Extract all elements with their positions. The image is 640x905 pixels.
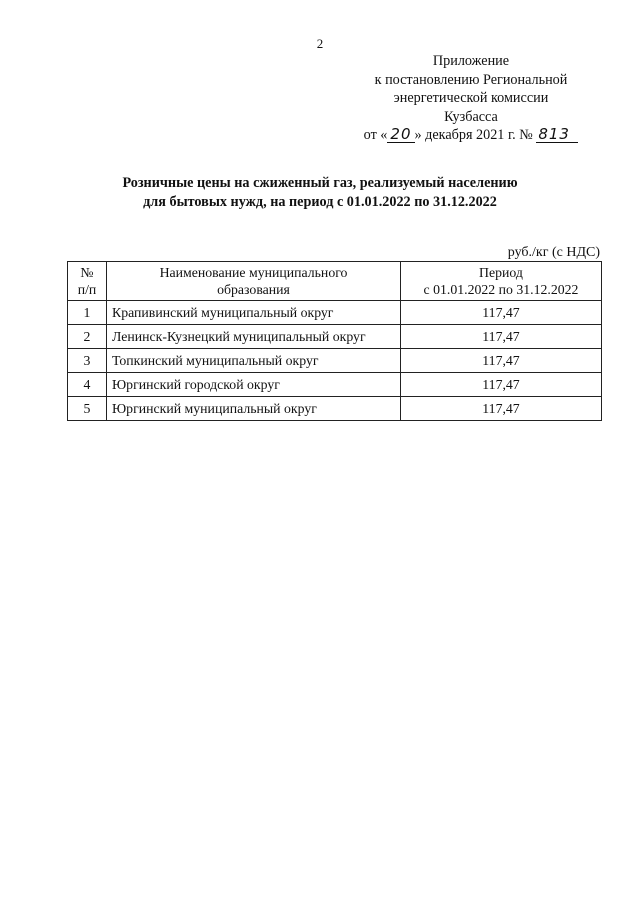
- row-name: Юргинский городской округ: [107, 373, 401, 397]
- row-name: Ленинск-Кузнецкий муниципальный округ: [107, 325, 401, 349]
- table-row: [68, 349, 602, 373]
- table-row: [68, 325, 602, 349]
- appendix-block: [340, 52, 602, 145]
- units-label: руб./кг (с НДС): [507, 245, 600, 260]
- row-num: 4: [68, 373, 107, 397]
- title-line-2: для бытовых нужд, на период с 01.01.2022 по 31.12.2022: [143, 194, 497, 210]
- row-price: 117,47: [401, 301, 602, 325]
- appendix-date-line: [340, 126, 602, 145]
- row-name: Топкинский муниципальный округ: [107, 349, 401, 373]
- table-row: [68, 373, 602, 397]
- prices-table: [67, 261, 602, 421]
- header-period: [401, 262, 602, 301]
- row-num: 2: [68, 325, 107, 349]
- header-name-line1: Наименование муниципального: [159, 265, 348, 280]
- header-period-line2: с 01.01.2022 по 31.12.2022: [423, 282, 579, 297]
- row-name: Крапивинский муниципальный округ: [107, 301, 401, 325]
- header-period-line1: Период: [479, 265, 523, 280]
- table-header-row: [68, 262, 602, 301]
- document-title: [0, 174, 640, 212]
- page-number: 2: [316, 36, 324, 51]
- row-name: Юргинский муниципальный округ: [107, 397, 401, 421]
- header-num: [68, 262, 107, 301]
- row-price: 117,47: [401, 397, 602, 421]
- header-name-line2: образования: [217, 282, 290, 297]
- table-row: [68, 301, 602, 325]
- date-prefix: от «: [363, 127, 388, 144]
- row-num: 3: [68, 349, 107, 373]
- header-num-line2: п/п: [77, 282, 97, 297]
- row-num: 1: [68, 301, 107, 325]
- appendix-title: Приложение: [432, 53, 510, 69]
- handwritten-day: 20: [387, 126, 414, 143]
- row-num: 5: [68, 397, 107, 421]
- date-rest: » декабря 2021 г. №: [414, 127, 533, 144]
- title-line-1: Розничные цены на сжиженный газ, реализуемый населению: [122, 175, 518, 191]
- row-price: 117,47: [401, 325, 602, 349]
- appendix-line-2: к постановлению Региональной: [374, 71, 568, 88]
- handwritten-number: 813: [536, 126, 578, 143]
- appendix-line-4: Кузбасса: [444, 108, 498, 125]
- header-name: [107, 262, 401, 301]
- header-num-line1: №: [80, 265, 94, 280]
- row-price: 117,47: [401, 349, 602, 373]
- row-price: 117,47: [401, 373, 602, 397]
- appendix-line-3: энергетической комиссии: [393, 90, 549, 107]
- table-row: [68, 397, 602, 421]
